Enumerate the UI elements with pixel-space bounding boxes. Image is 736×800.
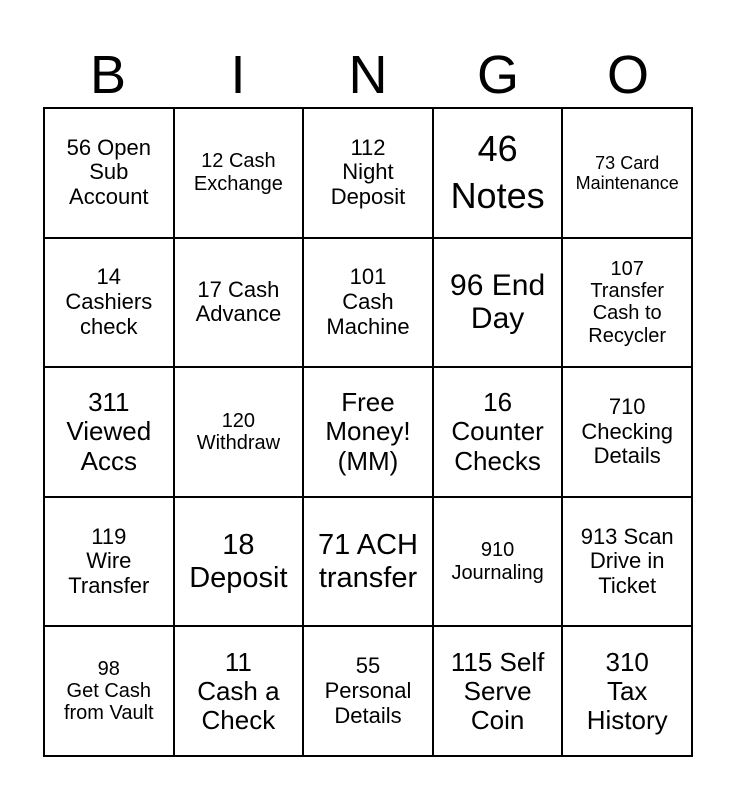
header-letter-o: O (606, 45, 649, 105)
bingo-cell[interactable]: 310 Tax History (562, 626, 692, 756)
bingo-cell[interactable]: 11 Cash a Check (174, 626, 304, 756)
header-letter-g: G (476, 45, 519, 105)
bingo-cell[interactable]: 98 Get Cash from Vault (44, 626, 174, 756)
bingo-cell[interactable]: 14 Cashiers check (44, 238, 174, 368)
bingo-cell[interactable]: 16 Counter Checks (433, 367, 563, 497)
bingo-cell[interactable]: 12 Cash Exchange (174, 108, 304, 238)
bingo-cell[interactable]: 73 Card Maintenance (562, 108, 692, 238)
bingo-cell[interactable]: 17 Cash Advance (174, 238, 304, 368)
bingo-cell[interactable]: 96 End Day (433, 238, 563, 368)
bingo-cell[interactable]: 107 Transfer Cash to Recycler (562, 238, 692, 368)
bingo-cell[interactable]: 101 Cash Machine (303, 238, 433, 368)
bingo-cell[interactable]: 18 Deposit (174, 497, 304, 627)
bingo-cell[interactable]: 71 ACH transfer (303, 497, 433, 627)
bingo-cell[interactable]: 119 Wire Transfer (44, 497, 174, 627)
header-letter-i: I (230, 45, 246, 105)
bingo-cell[interactable]: 910 Journaling (433, 497, 563, 627)
header-letter-b: B (89, 45, 127, 105)
bingo-cell[interactable]: 55 Personal Details (303, 626, 433, 756)
bingo-cell[interactable]: 710 Checking Details (562, 367, 692, 497)
bingo-cell[interactable]: 311 Viewed Accs (44, 367, 174, 497)
bingo-board (43, 107, 693, 757)
bingo-cell-free[interactable]: Free Money! (MM) (303, 367, 433, 497)
bingo-cell[interactable]: 112 Night Deposit (303, 108, 433, 238)
bingo-cell[interactable]: 120 Withdraw (174, 367, 304, 497)
header-letter-n: N (348, 45, 388, 105)
bingo-cell[interactable]: 115 Self Serve Coin (433, 626, 563, 756)
bingo-cell[interactable]: 46 Notes (433, 108, 563, 238)
bingo-cell[interactable]: 913 Scan Drive in Ticket (562, 497, 692, 627)
bingo-header (43, 45, 693, 105)
bingo-cell[interactable]: 56 Open Sub Account (44, 108, 174, 238)
